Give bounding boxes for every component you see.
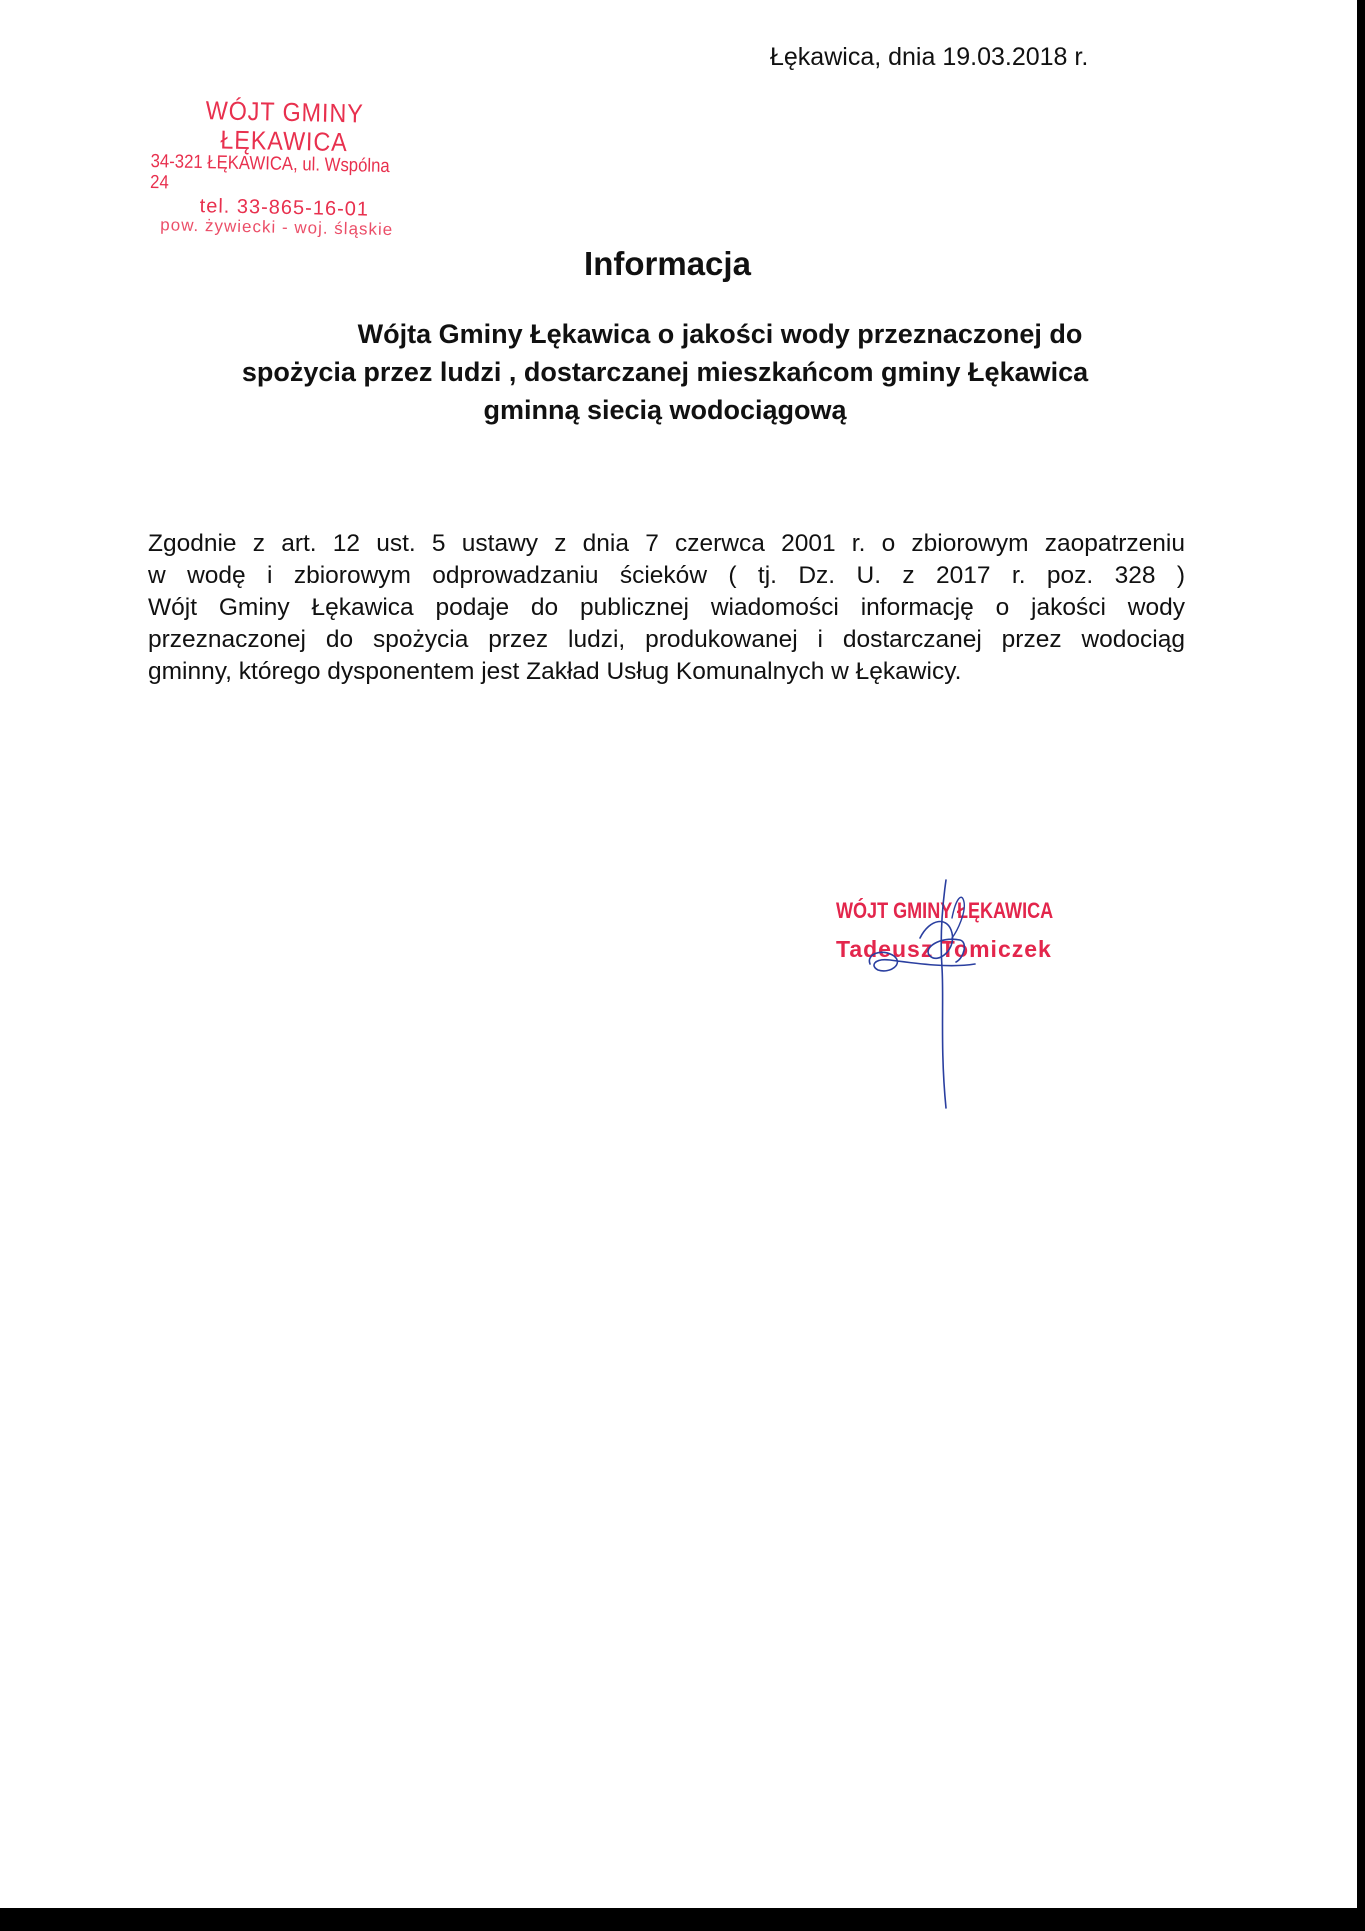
subtitle-line-2: spożycia przez ludzi , dostarczanej mieszkańcom gminy Łękawica <box>241 357 1089 387</box>
body-line: Zgodnie z art. 12 ust. 5 ustawy z dnia 7 czerwca 2001 r. o zbiorowym zaopatrzeniu <box>148 530 1185 557</box>
signature-stroke <box>869 952 975 971</box>
body-line: w wodę i zbiorowym odprowadzaniu ścieków ( tj. Dz. U. z 2017 r. poz. 328 ) <box>148 562 1185 589</box>
document-heading: Informacja <box>584 245 751 282</box>
stamp-phone: tel. 33-865-16-01 <box>199 195 370 221</box>
body-line: przeznaczonej do spożycia przez ludzi, produkowanej i dostarczanej przez wodociąg <box>148 626 1185 653</box>
signature-stroke <box>941 880 946 1108</box>
document-subtitle <box>150 315 1180 429</box>
body-paragraph <box>148 528 1185 688</box>
stamp-address: 34-321 ŁĘKAWICA, ul. Wspólna 24 <box>149 151 390 194</box>
body-line: gminny, którego dysponentem jest Zakład Usług Komunalnych w Łękawicy. <box>148 658 962 685</box>
subtitle-line-1: Wójta Gminy Łękawica o jakości wody przeznaczonej do <box>357 319 1083 349</box>
office-stamp <box>147 95 450 241</box>
date-line: Łękawica, dnia 19.03.2018 r. <box>770 43 1089 71</box>
body-line: Wójt Gminy Łękawica podaje do publicznej wiadomości informację o jakości wody <box>148 594 1185 621</box>
subtitle-line-3: gminną siecią wodociągową <box>483 395 847 425</box>
signature-stroke <box>952 897 964 938</box>
stamp-title: WÓJT GMINY ŁĘKAWICA <box>205 95 365 157</box>
stamp-region: pow. żywiecki - woj. śląskie <box>160 215 394 240</box>
handwritten-signature <box>860 878 1030 1118</box>
signature-stamp-title: WÓJT GMINY ŁĘKAWICA <box>836 898 1054 923</box>
signature-stamp-name: Tadeusz Tomiczek <box>836 936 1052 962</box>
